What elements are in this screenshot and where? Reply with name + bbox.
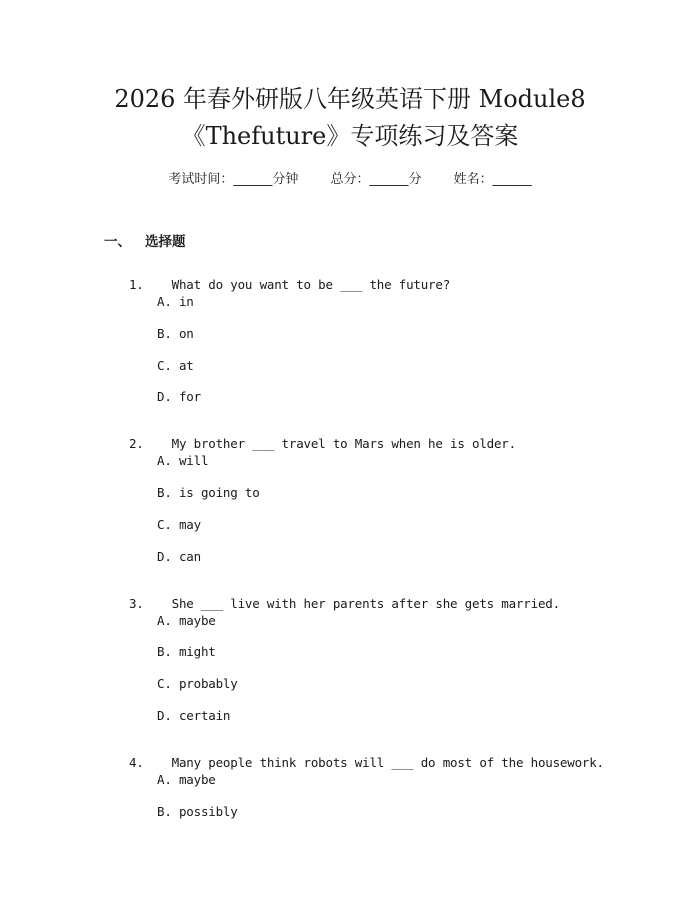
- document-title-line-2: 《Thefuture》专项练习及答案: [181, 122, 519, 150]
- option-3c: C. probably: [157, 676, 238, 691]
- question-number: 2.: [129, 436, 144, 451]
- exam-time: 考试时间：______分钟: [168, 172, 299, 187]
- option-1d: D. for: [157, 389, 201, 404]
- option-1b: B. on: [157, 326, 194, 341]
- option-1a: A. in: [157, 294, 194, 309]
- option-1c: C. at: [157, 358, 194, 373]
- option-2d: D. can: [157, 549, 201, 564]
- question-text: What do you want to be ___ the future?: [171, 277, 451, 292]
- option-2c: C. may: [157, 517, 201, 532]
- exam-score: 总分：______分: [330, 172, 422, 187]
- exam-info: [0, 168, 700, 187]
- question-4: [129, 740, 604, 770]
- section-label: 选择题: [145, 234, 186, 250]
- section-heading: [104, 230, 186, 250]
- option-2b: B. is going to: [157, 485, 260, 500]
- option-4b: B. possibly: [157, 804, 238, 819]
- question-text: Many people think robots will ___ do most of the housework.: [171, 755, 604, 770]
- option-3d: D. certain: [157, 708, 231, 723]
- question-number: 1.: [129, 277, 144, 292]
- option-3a: A. maybe: [157, 613, 216, 628]
- question-2: [129, 421, 516, 451]
- question-1: [129, 262, 451, 292]
- question-number: 4.: [129, 755, 144, 770]
- question-3: [129, 581, 560, 611]
- question-text: My brother ___ travel to Mars when he is older.: [171, 436, 516, 451]
- question-number: 3.: [129, 596, 144, 611]
- option-4a: A. maybe: [157, 772, 216, 787]
- option-2a: A. will: [157, 453, 209, 468]
- question-text: She ___ live with her parents after she gets married.: [171, 596, 560, 611]
- document-title-line-1: 2026 年春外研版八年级英语下册 Module8: [114, 85, 586, 113]
- option-3b: B. might: [157, 644, 216, 659]
- student-name: 姓名：______: [453, 172, 532, 187]
- section-number: 一、: [104, 234, 131, 250]
